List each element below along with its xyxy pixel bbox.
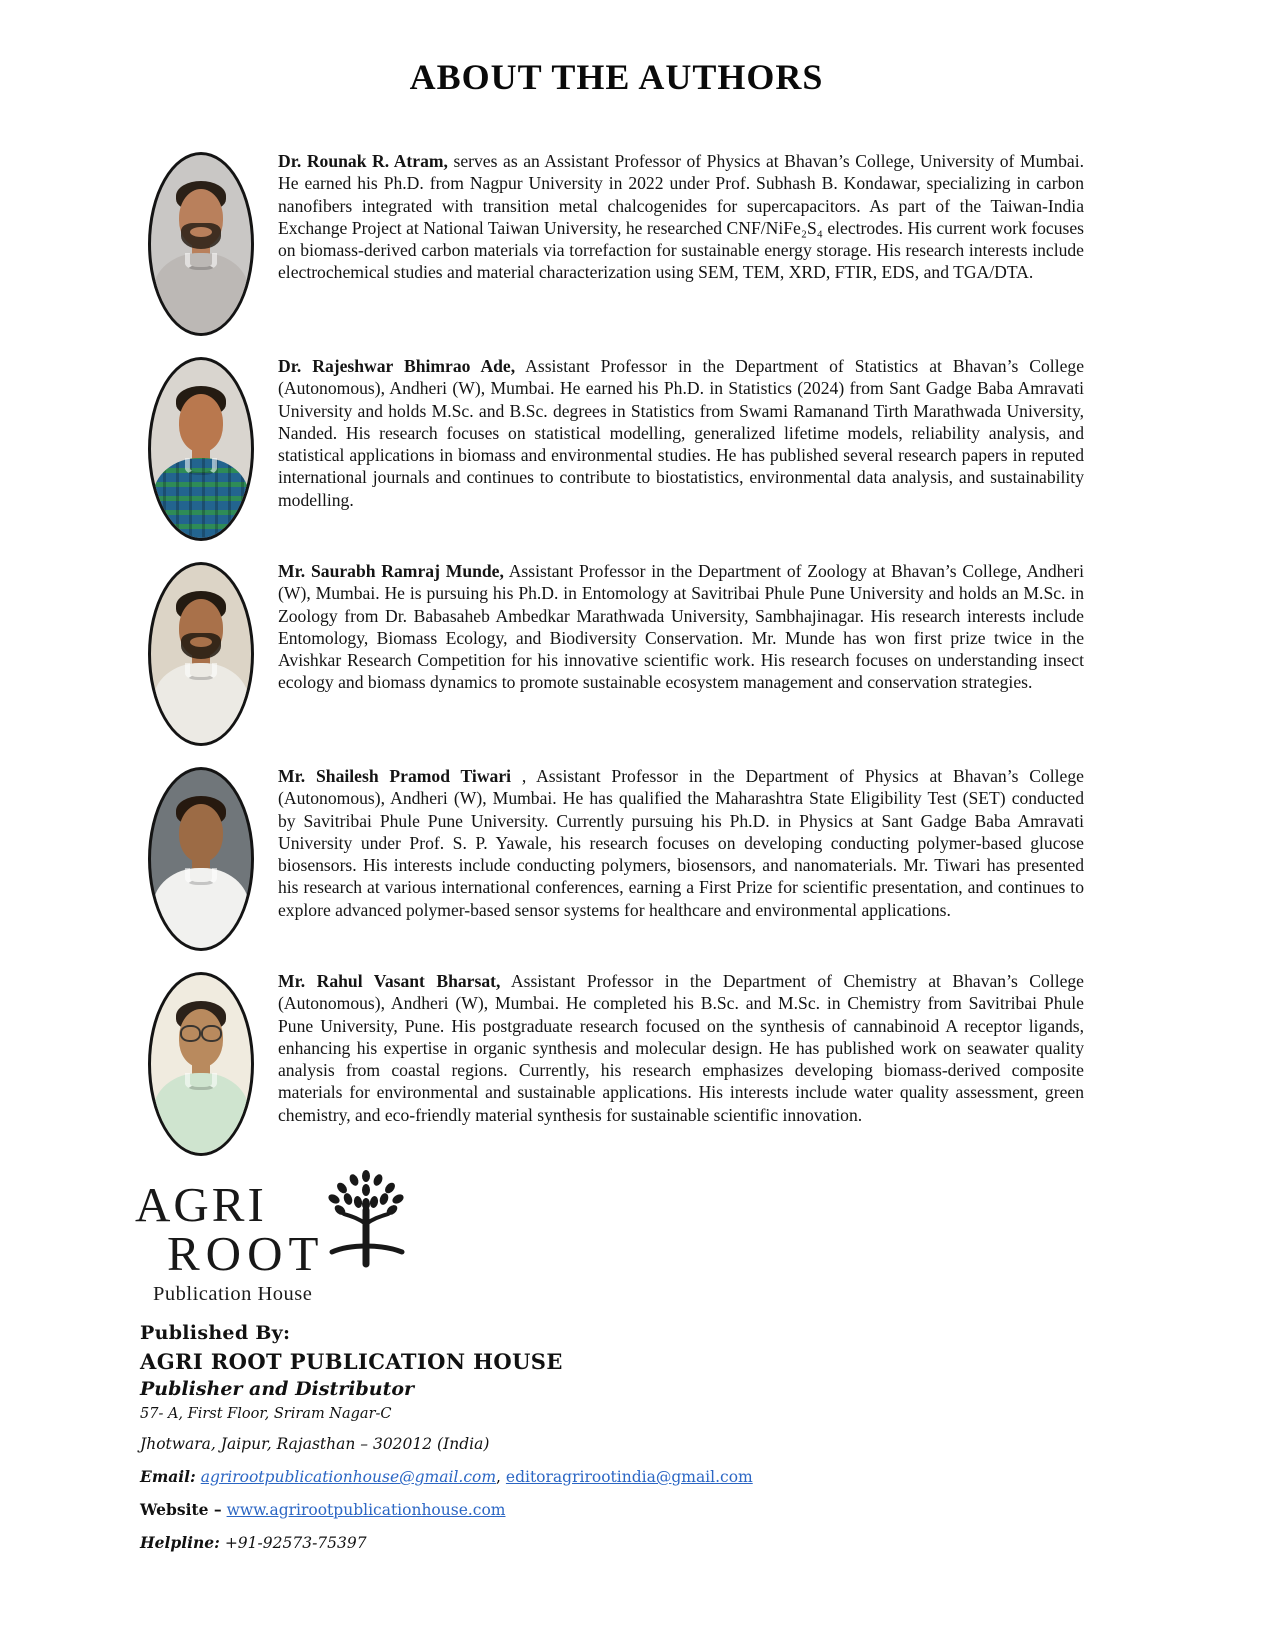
email-link-2[interactable]: editoragrirootindia@gmail.com: [505, 1467, 753, 1486]
helpline-label: Helpline:: [140, 1532, 220, 1552]
author-bio: [278, 355, 1084, 511]
publisher-details: [140, 1322, 1085, 1552]
publisher-address-line2: Jhotwara, Jaipur, Rajasthan – 302012 (India): [140, 1434, 490, 1453]
glasses-icon: [178, 1025, 224, 1039]
publisher-role: Publisher and Distributor: [140, 1377, 415, 1400]
author-bio: [278, 765, 1084, 921]
author-photo-bharsat: [148, 972, 254, 1156]
helpline-number: +91-92573-75397: [224, 1533, 367, 1552]
email-label: Email:: [140, 1466, 196, 1486]
person-portrait: [151, 155, 251, 333]
person-portrait: [151, 770, 251, 948]
author-name: Mr. Shailesh Pramod Tiwari: [278, 766, 512, 786]
author-photo-atram: [148, 152, 254, 336]
author-bio-text: Assistant Professor in the Department of Statistics at Bhavan’s College (Autonomous), Andheri (W), Mumbai. He earned his Ph.D. in Statistics (2024) from Sant Gadge Baba Amravati University and holds M.Sc. and B.Sc. degrees in Statistics from Swami Ramanand Tirth Marathwada University, Nanded. His research focuses on statistical modelling, generalized lifetime models, reliability analysis, and statistical applications in biomass and environmental studies. He has published several research papers in reputed international journals and continues to contribute to biostatistics, environmental data analysis, and sustainability modelling.: [278, 356, 1084, 510]
published-by-label: Published By:: [140, 1321, 291, 1344]
author-section-munde: [148, 560, 1085, 746]
tree-icon: [320, 1166, 412, 1286]
author-photo-munde: [148, 562, 254, 746]
author-bio: [278, 560, 1084, 694]
author-bio: [278, 150, 1084, 284]
website-link[interactable]: www.agrirootpublicationhouse.com: [226, 1500, 506, 1519]
email-link-1[interactable]: agrirootpublicationhouse@gmail.com: [200, 1467, 497, 1486]
author-name: Mr. Saurabh Ramraj Munde,: [278, 561, 504, 581]
author-section-tiwari: [148, 765, 1085, 951]
author-name: Mr. Rahul Vasant Bharsat,: [278, 971, 501, 991]
person-portrait: [151, 360, 251, 538]
author-bio-text: serves as an Assistant Professor of Physics at Bhavan’s College, University of Mumbai. He earned his Ph.D. from Nagpur University in 2022 under Prof. Subhash B. Kondawar, specializing in carbon nanofibers integrated with transition metal chalcogenides for supercapacitors. As part of the Taiwan-India Exchange Project at National Taiwan University, he researched CNF/NiFe₂S₄ electrodes. His current work focuses on biomass-derived carbon materials via torrefaction for sustainable energy storage. His research interests include electrochemical studies and material characterization using SEM, TEM, XRD, FTIR, EDS, and TGA/DTA.: [278, 151, 1084, 283]
publisher-address-line1: 57- A, First Floor, Sriram Nagar-C: [140, 1405, 392, 1422]
author-bio-text: Assistant Professor in the Department of Chemistry at Bhavan’s College (Autonomous), Andheri (W), Mumbai. He completed his B.Sc. and M.Sc. in Chemistry from Savitribai Phule Pune University, Pune. His postgraduate research focused on the synthesis of cannabinoid A receptor ligands, enhancing his expertise in organic synthesis and molecular design. He has published work on seawater quality analysis from coastal regions. Currently, his research emphasizes developing biomass-derived composite materials for environmental and sustainable applications. His interests include water quality assessment, green chemistry, and eco-friendly material synthesis for sustainable scientific innovation.: [278, 971, 1084, 1125]
author-section-ade: [148, 355, 1085, 541]
email-line: [140, 1467, 1085, 1486]
publisher-logo: [135, 1177, 420, 1306]
helpline-line: [140, 1533, 1085, 1552]
logo-text-agri: AGRI: [135, 1177, 267, 1232]
person-portrait: [151, 975, 251, 1153]
author-name: Dr. Rajeshwar Bhimrao Ade,: [278, 356, 516, 376]
person-portrait: [151, 565, 251, 743]
publisher-name: AGRI ROOT PUBLICATION HOUSE: [140, 1348, 563, 1374]
publisher-block: [135, 1177, 1085, 1552]
logo-subtitle: Publication House: [153, 1282, 313, 1305]
logo-text-root: ROOT: [167, 1226, 325, 1281]
email-separator: ,: [496, 1467, 506, 1486]
author-photo-ade: [148, 357, 254, 541]
author-bio-text: , Assistant Professor in the Department of Physics at Bhavan’s College (Autonomous), Andheri (W), Mumbai. He has qualified the Maharashtra State Eligibility Test (SET) conducted by Savitribai Phule Pune University. Currently pursuing his Ph.D. in Physics at Sant Gadge Baba Amravati University under Prof. S. P. Yawale, his research focuses on developing conducting polymer-based glucose biosensors. His interests include conducting polymers, biosensors, and nanomaterials. Mr. Tiwari has presented his research at various international conferences, earning a First Prize for scientific presentation, and continues to explore advanced polymer-based sensor systems for healthcare and environmental applications.: [278, 766, 1084, 920]
author-photo-tiwari: [148, 767, 254, 951]
website-label: Website –: [140, 1499, 222, 1519]
author-section-atram: [148, 150, 1085, 336]
page-title: ABOUT THE AUTHORS: [409, 57, 824, 97]
author-bio-text: Assistant Professor in the Department of Zoology at Bhavan’s College, Andheri (W), Mumbai. He is pursuing his Ph.D. in Entomology at Savitribai Phule Pune University and holds an M.Sc. in Zoology from Dr. Babasaheb Ambedkar Marathwada University, Sambhajinagar. His research interests include Entomology, Biomass Ecology, and Biodiversity Conservation. Mr. Munde has won first prize twice in the Avishkar Research Competition for his innovative scientific work. His research focuses on understanding insect ecology and biomass dynamics to promote sustainable ecosystem management and conservation strategies.: [278, 561, 1084, 693]
author-bio: [278, 970, 1084, 1126]
author-name: Dr. Rounak R. Atram,: [278, 151, 448, 171]
author-section-bharsat: [148, 970, 1085, 1156]
website-line: [140, 1500, 1085, 1519]
